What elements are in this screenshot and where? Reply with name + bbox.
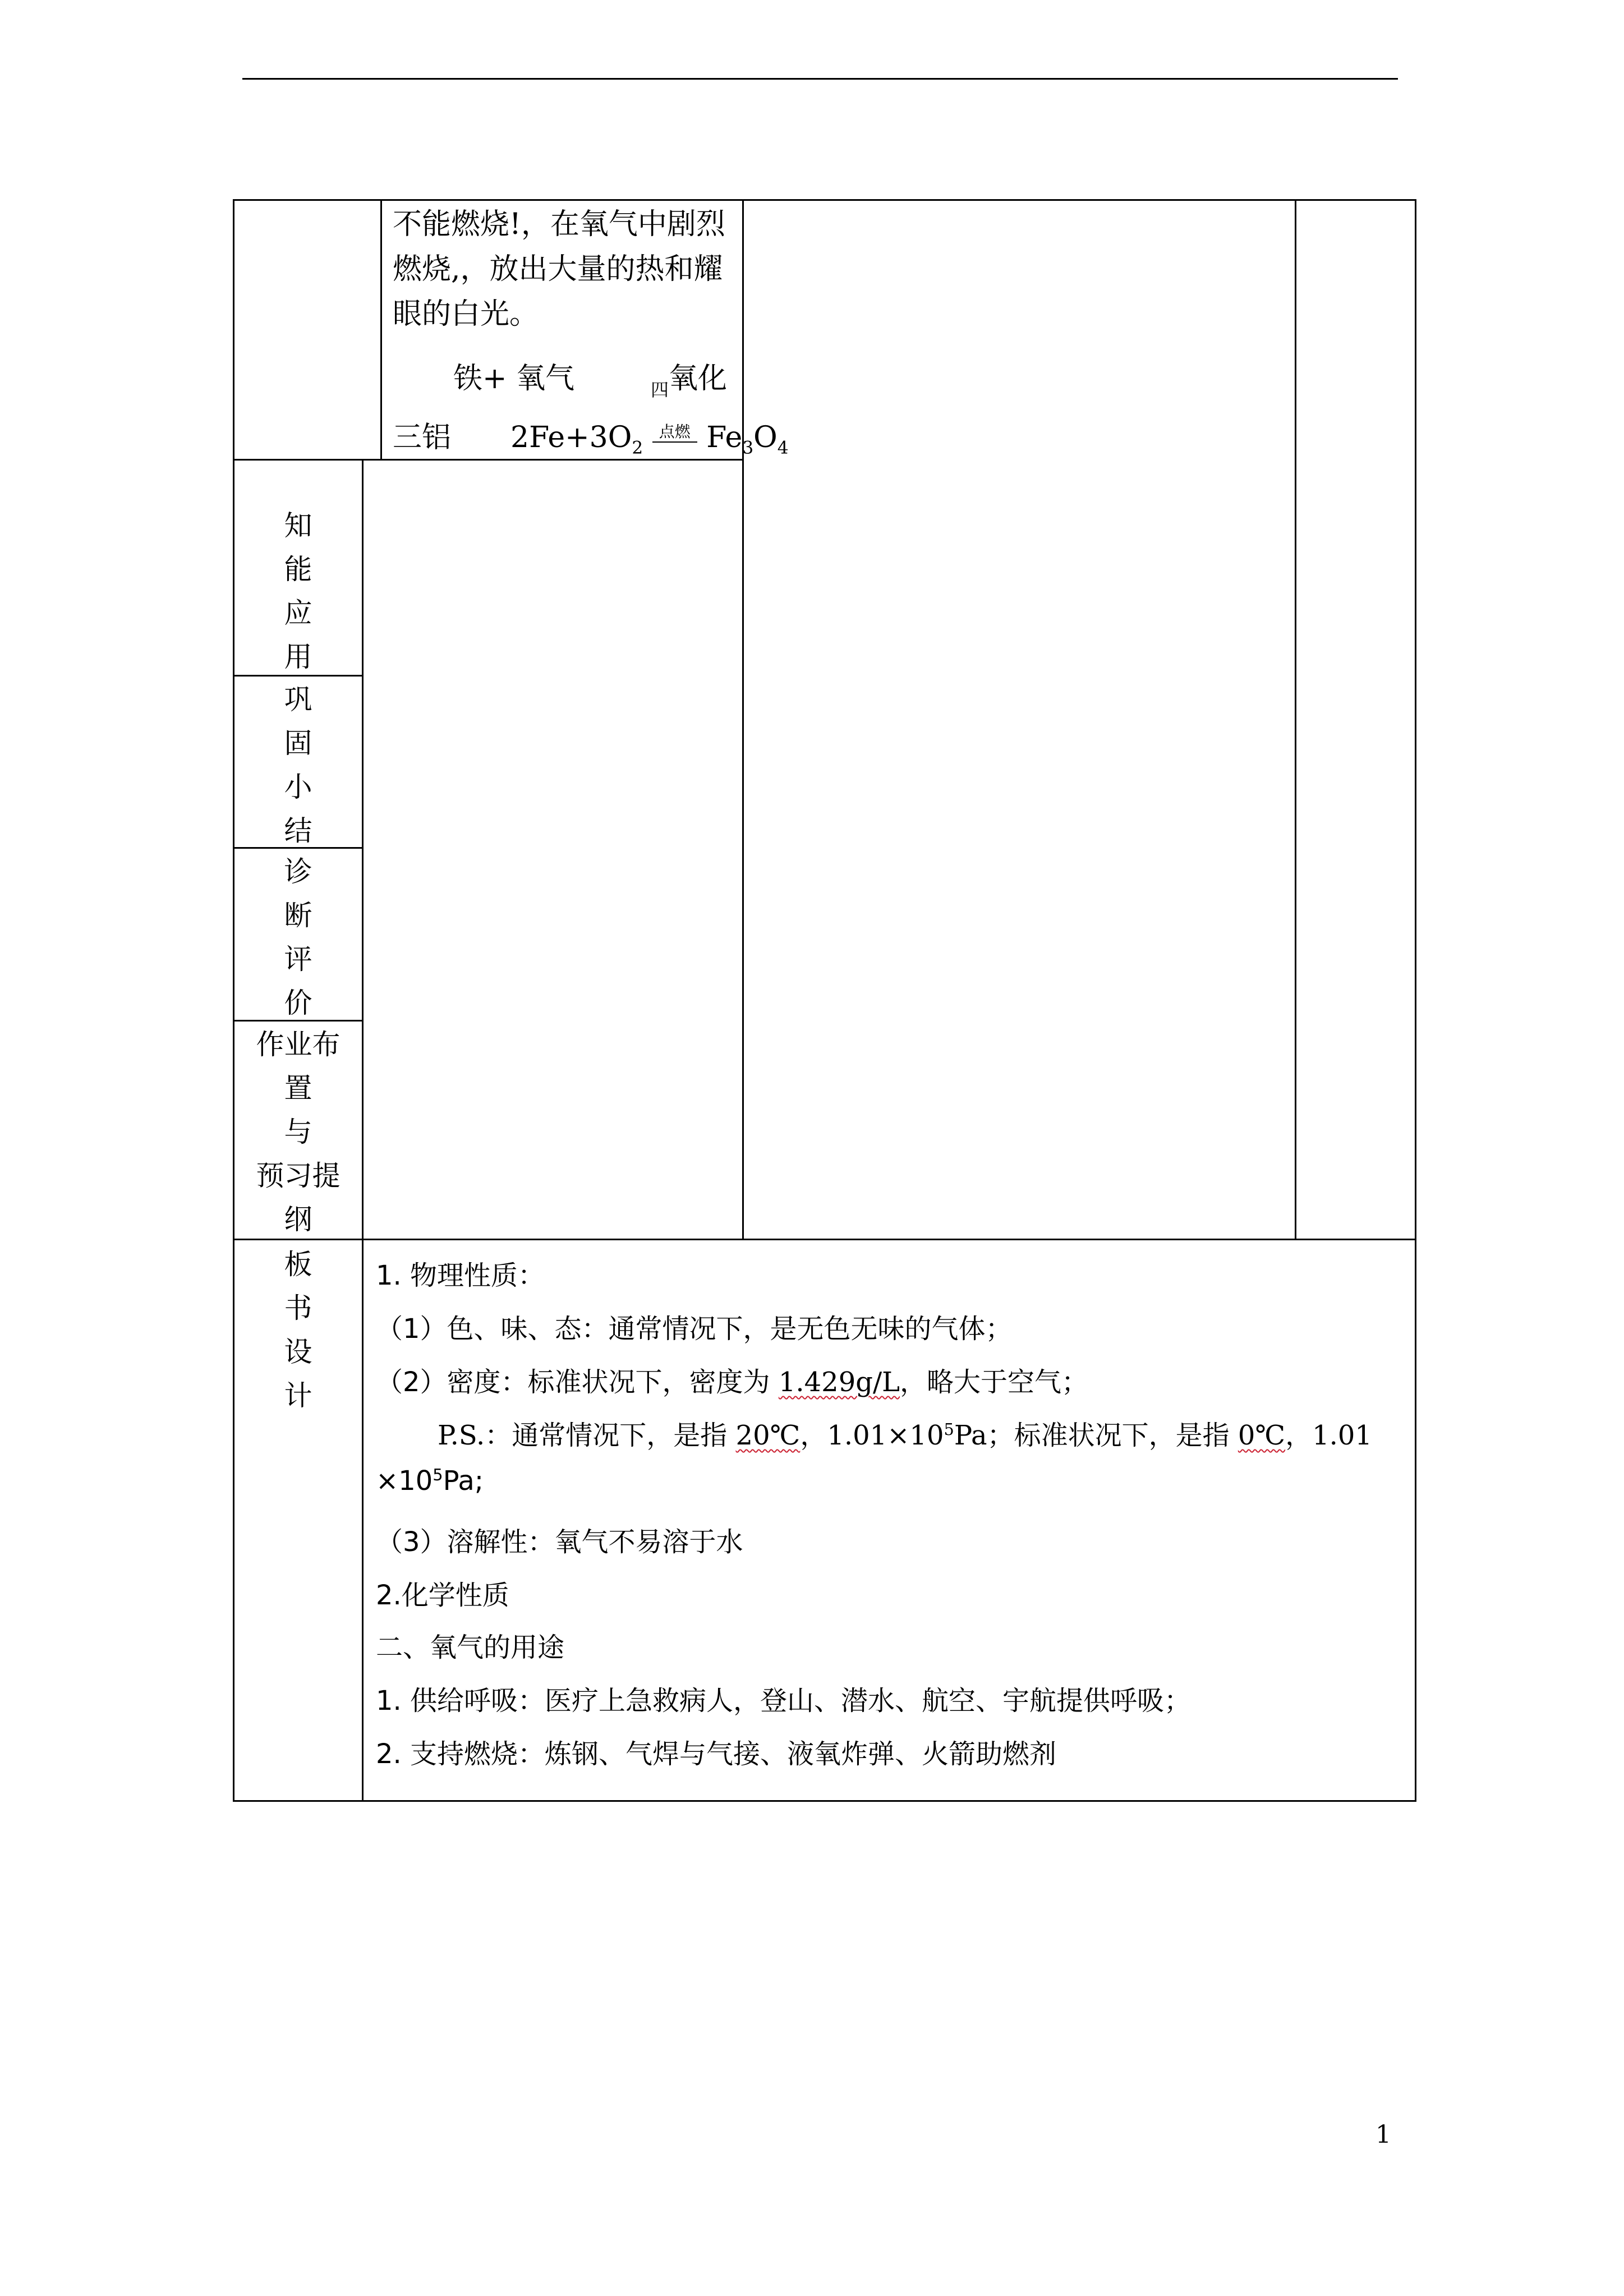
row-divider-5 xyxy=(233,1239,1416,1240)
formula-rhs: Fe xyxy=(706,421,743,454)
label-gonggu-xiaojie: 巩 固 小 结 xyxy=(284,683,312,847)
reaction-condition: 点燃 xyxy=(652,422,697,443)
board-line-7: 2.化学性质 xyxy=(376,1580,509,1611)
chemical-equation xyxy=(510,412,789,473)
board-line-10: 2. 支持燃烧：炼钢、气焊与气接、液氧炸弹、火箭助燃剂 xyxy=(376,1738,1057,1770)
col-divider-d xyxy=(1295,199,1296,1239)
word-equation-sub: 四 xyxy=(651,379,669,401)
formula-rhs-sub2: 4 xyxy=(777,438,789,458)
page-number: 1 xyxy=(1375,2120,1391,2149)
table-bottom-border xyxy=(233,1800,1416,1802)
formula-rhs-o: O xyxy=(753,421,778,454)
header-rule xyxy=(242,78,1398,80)
board-line-9: 1. 供给呼吸：医疗上急救病人，登山、潜水、航空、宇航提供呼吸； xyxy=(376,1685,1191,1717)
board-line-1: 1. 物理性质： xyxy=(376,1260,545,1291)
board-line-4: P.S.：通常情况下，是指 20℃，$1.01\times 10^5Pa$；标准状况下，是指 0℃，1.01 xyxy=(438,1420,1372,1451)
label-zhineng-yingyong: 知 能 应 用 xyxy=(284,509,312,673)
col-divider-c xyxy=(742,199,744,1239)
table-right-border xyxy=(1415,199,1416,1802)
label-zuoye-buzhi: 作业布 置 与 预习提 纲 xyxy=(256,1028,341,1236)
formula-lhs: 2Fe+3O xyxy=(510,421,632,454)
col-divider-a xyxy=(380,199,382,460)
board-line-3: （2）密度：标准状况下，密度为 1.429g/L，略大于空气； xyxy=(376,1366,1089,1398)
text-line: 燃烧,，放出大量的热和耀 xyxy=(393,252,723,286)
formula-lhs-sub: 2 xyxy=(632,438,643,458)
board-line-8: 二、氧气的用途 xyxy=(376,1632,565,1663)
word-equation-right: 氧化 xyxy=(669,362,728,395)
text-line: 不能燃烧!，在氧气中剧烈 xyxy=(393,208,725,241)
label-zhenduan-pingjia: 诊 断 评 价 xyxy=(284,855,312,1019)
board-line-6: （3）溶解性：氧气不易溶于水 xyxy=(376,1526,743,1558)
board-line-5: $\times 10^5Pa$; xyxy=(376,1465,484,1497)
formula-rhs-sub1: 3 xyxy=(742,438,754,458)
label-banshu-sheji: 板 书 设 计 xyxy=(284,1248,312,1412)
board-line-2: （1）色、味、态：通常情况下，是无色无味的气体； xyxy=(376,1313,1013,1345)
word-equation-left: 铁+ 氧气 xyxy=(453,362,575,395)
text-line: 眼的白光。 xyxy=(393,297,539,331)
word-equation-tail: 三铝 xyxy=(393,421,452,454)
